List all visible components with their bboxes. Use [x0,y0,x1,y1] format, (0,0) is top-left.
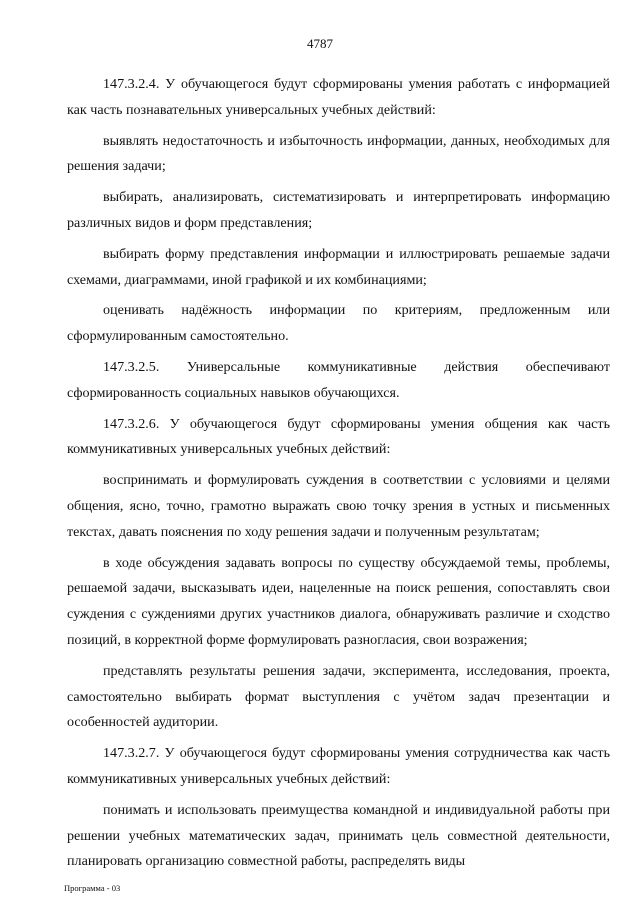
list-item: воспринимать и формулировать суждения в соответствии с условиями и целями общения, ясно, точно, грамотно выражать свою точку зрения в устных и письменных текстах, давать пояснения по ходу решения задачи и полученным результатам; [67,472,610,540]
list-item: в ходе обсуждения задавать вопросы по существу обсуждаемой темы, проблемы, решаемой задачи, высказывать идеи, нацеленные на поиск решения, сопоставлять свои суждения с суждениями других участников диалога, обнаруживать различие и сходство позиций, в корректной форме формулировать разногласия, свои возражения; [67,554,610,648]
paragraph-147-3-2-6: 147.3.2.6. У обучающегося будут сформированы умения общения как часть коммуникативных универсальных учебных действий: [67,415,610,458]
list-item: оценивать надёжность информации по критериям, предложенным или сформулированным самостоятельно. [67,302,610,345]
document-body [67,72,610,875]
list-item: понимать и использовать преимущества командной и индивидуальной работы при решении учебных математических задач, принимать цель совместной деятельности, планировать организацию совместной работы, распределять виды [67,801,610,870]
page-number: 4787 [307,36,333,51]
paragraph-147-3-2-5: 147.3.2.5. Универсальные коммуникативные действия обеспечивают сформированность социальных навыков обучающихся. [67,358,610,401]
list-item: выбирать, анализировать, систематизировать и интерпретировать информацию различных видов и форм представления; [67,189,610,231]
footer-label: Программа - 03 [64,883,121,893]
paragraph-147-3-2-7: 147.3.2.7. У обучающегося будут сформированы умения сотрудничества как часть коммуникативных универсальных учебных действий: [67,745,610,787]
list-item: представлять результаты решения задачи, эксперимента, исследования, проекта, самостоятельно выбирать формат выступления с учётом задач презентации и особенностей аудитории. [67,662,610,731]
paragraph-147-3-2-4: 147.3.2.4. У обучающегося будут сформированы умения работать с информацией как часть познавательных универсальных учебных действий: [67,76,610,118]
list-item: выбирать форму представления информации и иллюстрировать решаемые задачи схемами, диаграммами, иной графикой и их комбинациями; [67,245,610,288]
list-item: выявлять недостаточность и избыточность информации, данных, необходимых для решения задачи; [67,132,610,175]
